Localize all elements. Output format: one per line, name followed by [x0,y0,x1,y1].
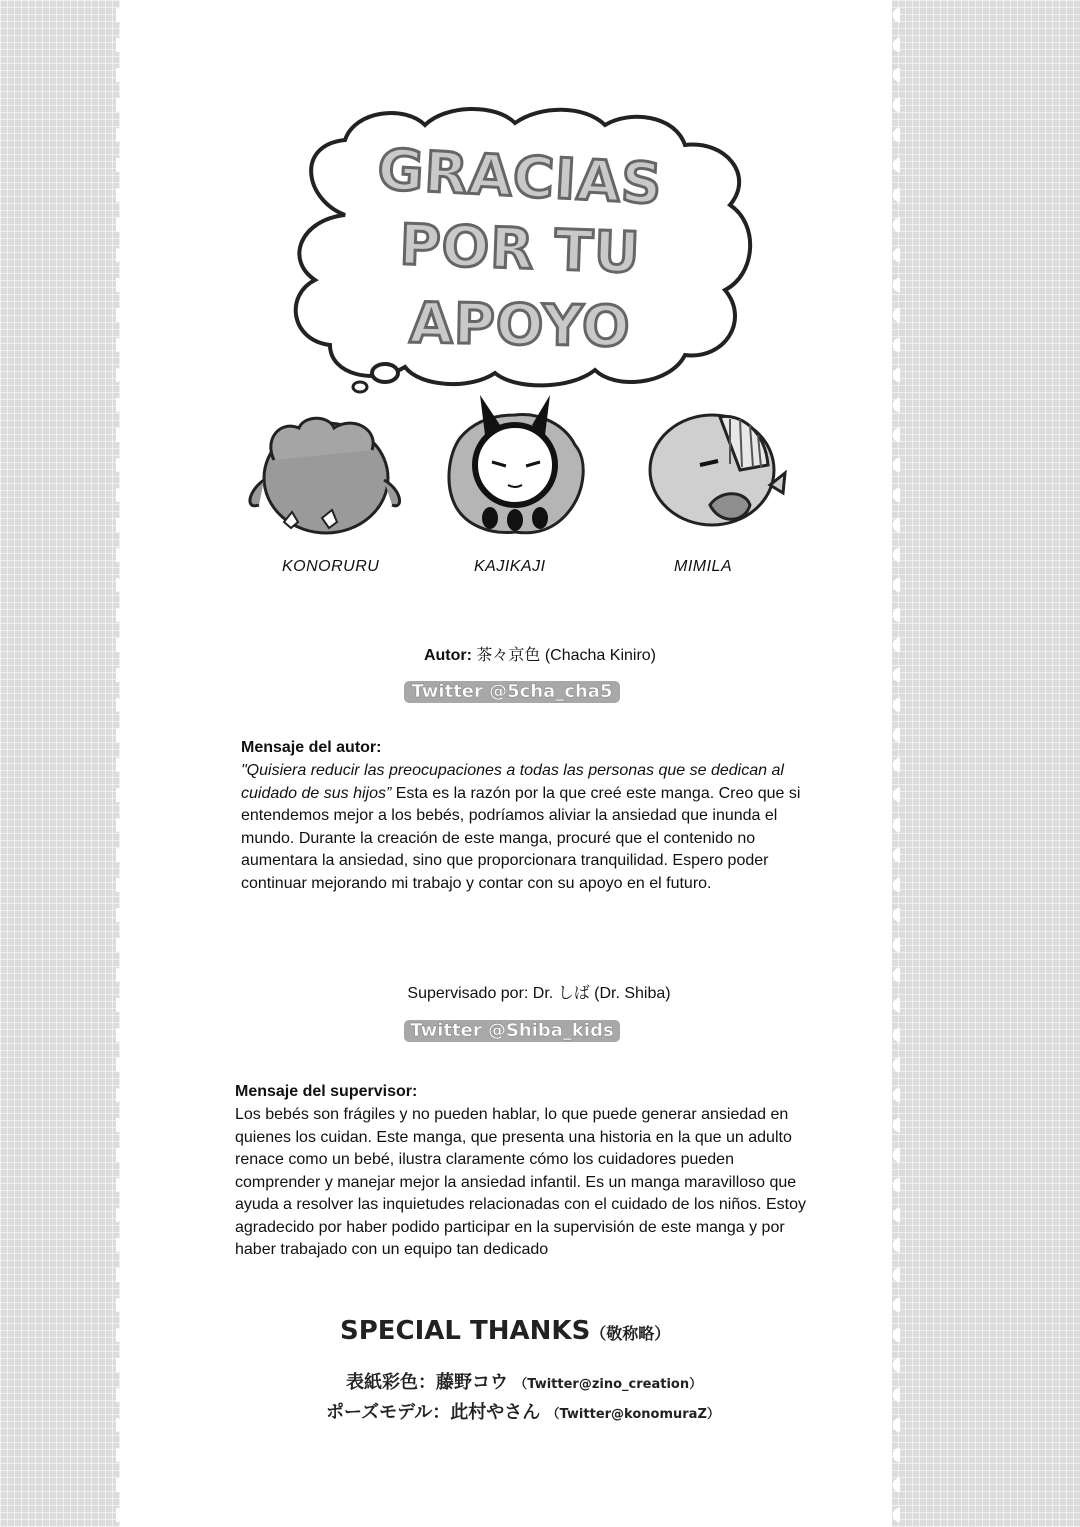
supervisor-line: Supervisado por: Dr. しば (Dr. Shiba) [407,985,671,1002]
right-scalloped-edge [884,0,900,1527]
special-thanks-line-2 [326,1398,720,1424]
title-line-3: APOYO [408,291,632,360]
kajikaji-character-icon [440,390,590,540]
mimila-character-icon [640,405,790,535]
supervisor-message-body: Los bebés son frágiles y no pueden hablar, lo que puede generar ansiedad en quienes los cuidan. Este manga, que presenta una historia en la que un adulto renace como un bebé, ilustra claramente cómo los cuidadores pueden comprender y manejar mejor la ansiedad infantil. Es un manga maravilloso que ayuda a resolver las inquietudes relacionadas con el cuidado de los niños. Estoy agradecido por haber podido participar en la supervisión de este manga y por haber trabajado con un equipo tan dedicado [235,1106,807,1258]
author-message-heading: Mensaje del autor: [241,739,382,756]
character-label-mimila: MIMILA [674,558,733,575]
author-message-body [241,760,801,895]
author-line [0,642,1080,665]
left-border-pattern [0,0,128,1527]
supervisor-twitter-badge[interactable]: Twitter @Shiba_kids [404,1020,620,1042]
cover-color-credit: 表紙彩色：藤野コウ [346,1372,508,1393]
special-thanks-line-1 [346,1368,702,1394]
author-label: Autor: [423,647,472,664]
special-thanks-suffix: （敬称略） [590,1324,671,1343]
supervisor-message-heading: Mensaje del supervisor: [235,1083,418,1100]
author-message-quote: "Quisiera reducir las preocupaciones a todas las personas que se dedican al cuidado de sus hijos” [241,762,784,802]
author-name: 茶々京色 (Chacha Kiniro) [476,647,657,664]
right-border-pattern [884,0,1080,1527]
character-label-kajikaji: KAJIKAJI [474,558,546,575]
special-thanks-title [340,1316,670,1346]
konoruru-character-icon [244,410,404,540]
character-label-konoruru: KONORURU [282,558,380,575]
pose-model-credit: ポーズモデル：此村やさん [326,1402,541,1423]
author-twitter-badge[interactable]: Twitter @5cha_cha5 [404,681,620,703]
title-line-2: POR TU [398,212,642,287]
pose-model-handle: （Twitter@konomuraZ） [546,1407,720,1422]
left-scalloped-edge [116,0,132,1527]
title-line-1: GRACIAS [376,137,665,218]
special-thanks-heading: SPECIAL THANKS [340,1316,591,1346]
cover-color-handle: （Twitter@zino_creation） [514,1377,703,1392]
author-message-text: Esta es la razón por la que creé este manga. Creo que si entendemos mejor a los bebés, podríamos aliviar la ansiedad que inunda el mundo. Durante la creación de este manga, procuré que el contenido no aumentara la ansiedad, sino que proporcionara tranquilidad. Espero poder continuar mejorando mi trabajo y contar con su apoyo en el futuro. [241,784,801,892]
